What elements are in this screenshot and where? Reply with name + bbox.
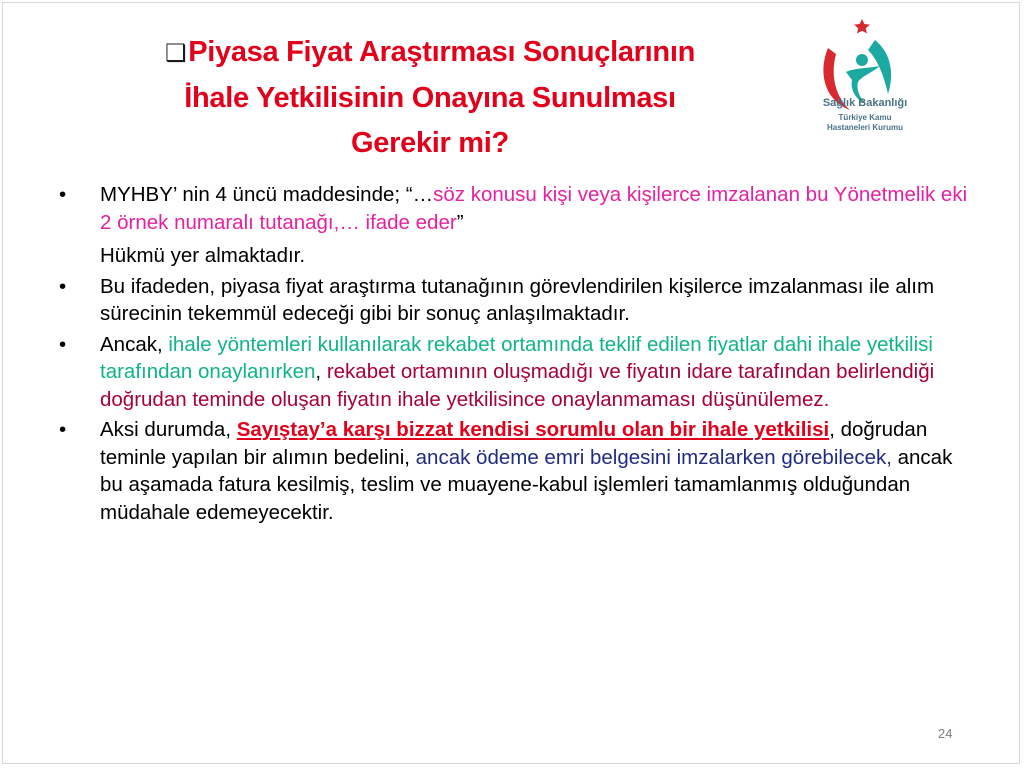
logo-sub-line-1: Türkiye Kamu — [838, 113, 892, 122]
logo-ministry-name: Sağlık Bakanlığı — [822, 97, 908, 109]
bullet-item-2 — [55, 273, 975, 328]
bullet-4-middle: , doğrudan teminle yapılan bir alımın bedelini, — [100, 418, 928, 469]
title-line-3: Gerekir mi? — [351, 127, 509, 159]
bullet-item-4 — [55, 416, 975, 526]
bullet-dot: • — [59, 418, 67, 441]
bullet-1-text: MYHBY’ nin 4 üncü maddesinde; “… — [100, 183, 434, 206]
page-number: 24 — [938, 726, 953, 741]
bullet-dot: • — [59, 274, 67, 298]
title-line-1-text: Piyasa Fiyat Araştırması Sonuçlarının — [188, 36, 696, 68]
bullet-4-lead: Aksi durumda, — [100, 418, 237, 441]
title-line-2: İhale Yetkilisinin Onayına Sunulması — [184, 82, 676, 114]
bullet-4-emphasis: Sayıştay’a karşı bizzat kendisi sorumlu olan bir ihale yetkilisi — [236, 418, 830, 441]
bullet-4-navy-text: ancak ödeme emri belgesini imzalarken görebilecek, — [415, 445, 892, 469]
bullet-3-green-text: ihale yöntemleri kullanılarak rekabet ortamında teklif edilen fiyatlar dahi ihale yetkilisi tarafından onaylanırken — [100, 332, 933, 383]
slide-title — [80, 30, 780, 166]
title-line-1 — [80, 30, 780, 76]
bullet-1-conclusion: Hükmü yer almaktadır. — [100, 244, 306, 267]
bullet-3-crimson-text: rekabet ortamının oluşmadığı ve fiyatın idare tarafından belirlendiği doğrudan teminde oluşan fiyatın ihale yetkilisince onaylanmaması düşünülemez. — [100, 360, 935, 411]
bullet-item-3 — [55, 331, 975, 414]
bullet-1-quote: söz konusu kişi veya kişilerce imzalanan bu Yönetmelik eki 2 örnek numaralı tutanağı,… ifade eder — [100, 183, 968, 234]
bullet-dot: • — [59, 183, 67, 206]
bullet-item-1 — [55, 181, 975, 270]
bullet-3-lead: Ancak, — [100, 332, 169, 356]
logo-sub-line-2: Hastaneleri Kurumu — [826, 123, 904, 132]
bullet-1-close-quote: ” — [456, 210, 464, 234]
bullet-list — [55, 181, 975, 529]
checkbox-bullet-icon: ❑ — [164, 40, 187, 67]
bullet-3-comma: , — [315, 360, 327, 383]
bullet-4-tail: ancak bu aşamada fatura kesilmiş, teslim ve muayene-kabul işlemleri tamamlanmış olduğundan müdahale edemeyecektir. — [100, 445, 953, 524]
logo-sub-name — [820, 113, 910, 133]
bullet-2-text: Bu ifadeden, piyasa fiyat araştırma tutanağının görevlendirilen kişilerce imzalanması ile alım sürecinin tekemmül edeceği gibi bir sonuç anlaşılmaktadır. — [100, 274, 935, 325]
bullet-dot: • — [59, 332, 67, 356]
